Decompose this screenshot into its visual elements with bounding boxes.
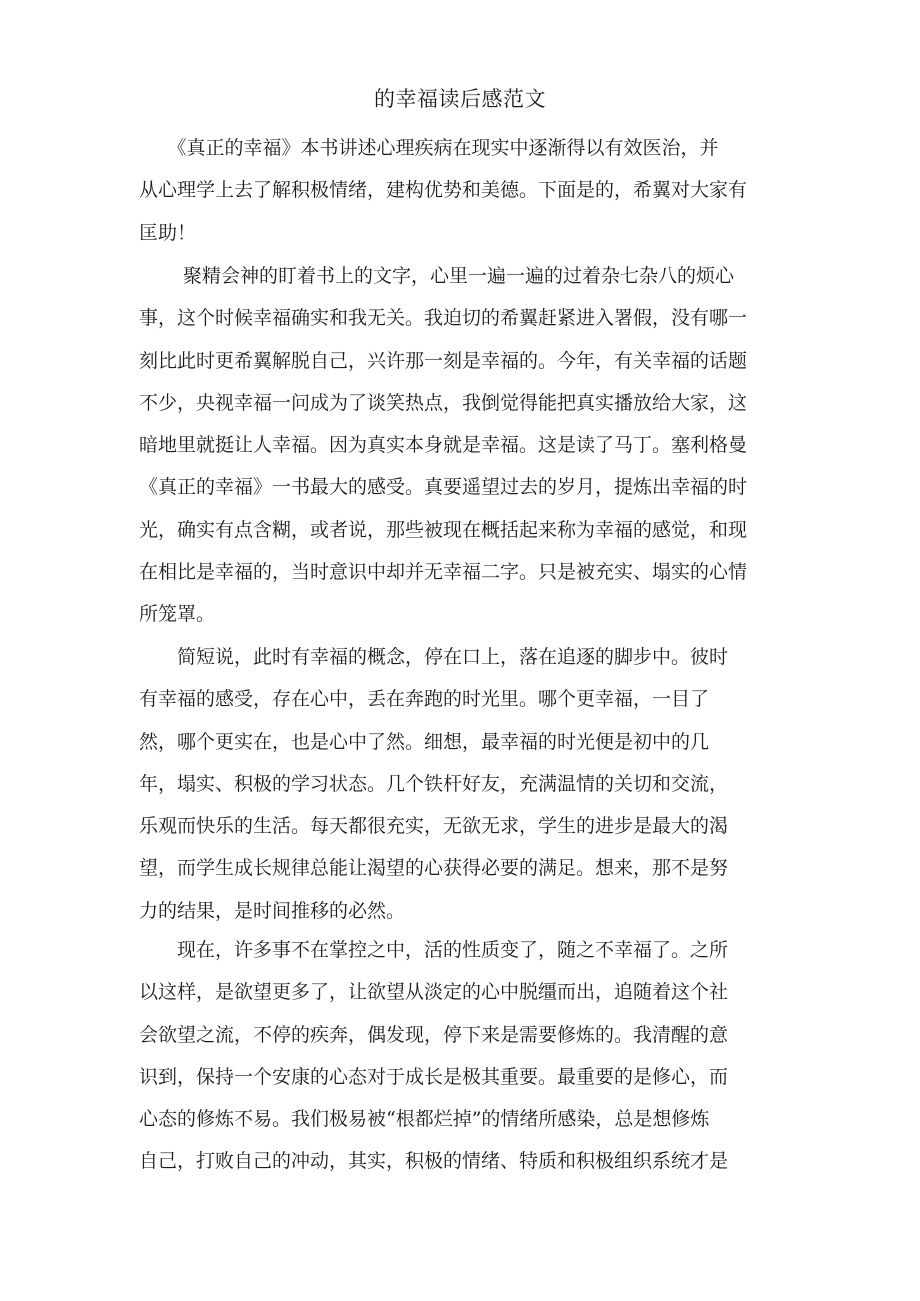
text-line: 匡助！ — [139, 221, 197, 244]
text-line: 望，而学生成长规律总能让渴望的心获得必要的满足。想来，那不是努 — [139, 857, 729, 880]
text-line: 不少，央视幸福一问成为了谈笑热点，我倒觉得能把真实播放给大家，这 — [139, 391, 748, 414]
text-line: 事，这个时候幸福确实和我无关。我迫切的希翼赶紧进入署假，没有哪一 — [139, 307, 748, 330]
text-line: 然，哪个更实在，也是心中了然。细想，最幸福的时光便是初中的几 — [139, 730, 710, 753]
text-line: 以这样，是欲望更多了，让欲望从淡定的心中脱缰而出，追随着这个社 — [139, 981, 729, 1004]
paragraph-3 — [139, 636, 779, 932]
text-line: 从心理学上去了解积极情绪，建构优势和美德。下面是的，希翼对大家有 — [139, 179, 748, 202]
text-line: 有幸福的感受，存在心中，丢在奔跑的时光里。哪个更幸福，一目了 — [139, 688, 710, 711]
text-line: 所笼罩。 — [139, 603, 216, 626]
text-line: 《真正的幸福》本书讲述心理疾病在现实中逐渐得以有效医治，并 — [139, 137, 719, 159]
paragraph-2 — [139, 255, 779, 636]
text-line: 心态的修炼不易。我们极易被“根都烂掉”的情绪所感染，总是想修炼 — [139, 1108, 710, 1131]
text-line: 乐观而快乐的生活。每天都很充实，无欲无求，学生的进步是最大的渴 — [139, 815, 729, 838]
text-line: 年，塌实、积极的学习状态。几个铁杆好友，充满温情的关切和交流， — [139, 772, 729, 795]
text-line: 暗地里就挺让人幸福。因为真实本身就是幸福。这是读了马丁。塞利格曼 — [139, 434, 748, 457]
text-line: 《真正的幸福》一书最大的感受。真要遥望过去的岁月，提炼出幸福的时 — [139, 476, 748, 499]
text-line: 在相比是幸福的，当时意识中却并无幸福二字。只是被充实、塌实的心情 — [139, 561, 748, 584]
text-line: 现在，许多事不在掌控之中，活的性质变了，随之不幸福了。之所 — [139, 939, 729, 961]
text-line: 刻比此时更希翼解脱自己，兴许那一刻是幸福的。今年，有关幸福的话题 — [139, 349, 748, 372]
text-line: 力的结果，是时间推移的必然。 — [139, 899, 406, 922]
paragraph-4 — [139, 929, 779, 1183]
text-line: 简短说，此时有幸福的概念，停在口上，落在追逐的脚步中。彼时 — [139, 646, 729, 668]
document-title: 的幸福读后感范文 — [374, 87, 546, 111]
paragraph-1 — [139, 127, 779, 254]
text-line: 自己，打败自己的冲动，其实，积极的情绪、特质和积极组织系统才是 — [139, 1150, 729, 1173]
text-line: 光，确实有点含糊，或者说，那些被现在概括起来称为幸福的感觉，和现 — [139, 518, 748, 541]
text-line: 聚精会神的盯着书上的文字，心里一遍一遍的过着杂七杂八的烦心 — [139, 265, 735, 287]
text-line: 识到，保持一个安康的心态对于成长是极其重要。最重要的是修心，而 — [139, 1065, 729, 1088]
text-line: 会欲望之流，不停的疾奔，偶发现，停下来是需要修炼的。我清醒的意 — [139, 1023, 729, 1046]
